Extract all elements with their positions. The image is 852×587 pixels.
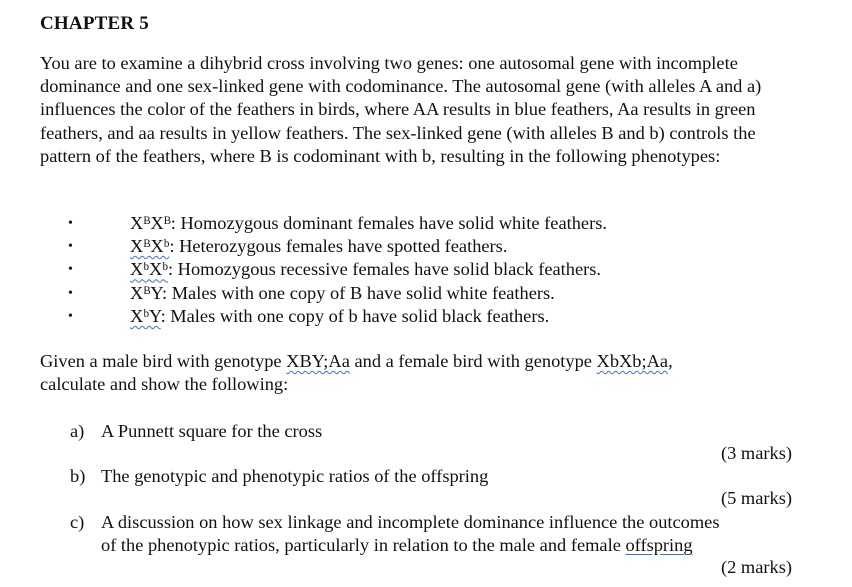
phenotype-description: : Males with one copy of B have solid white feathers. [162,282,555,303]
list-item [0,305,852,328]
marks-label: (3 marks) [721,443,792,463]
bullet-icon: • [68,262,73,278]
given-text: and a female bird with genotype [349,351,597,371]
question-text-line: of the phenotypic ratios, particularly in relation to the male and female [101,535,626,556]
question-text: The genotypic and phenotypic ratios of the offspring [101,466,489,486]
question-text: A Punnett square for the cross [101,421,323,441]
question-text-line: A discussion on how sex linkage and incomplete dominance influence the outcomes [101,512,720,532]
bullet-icon: • [68,285,73,301]
given-text: Given a male bird with genotype [40,351,287,371]
given-text: , [668,351,673,371]
phenotype-text [130,282,555,305]
phenotype-description: : Homozygous recessive females have solid black feathers. [167,259,602,280]
phenotype-list [0,212,852,328]
chapter-heading: CHAPTER 5 [40,13,149,34]
genotype-label: XᴮY [130,282,162,303]
phenotype-description: : Heterozygous females have spotted feathers. [169,236,508,257]
marks-label: (2 marks) [721,557,792,577]
bullet-icon: • [68,239,73,255]
phenotype-description: : Males with one copy of b have solid black feathers. [160,305,550,326]
given-text: calculate and show the following: [40,374,289,395]
phenotype-text [130,305,549,328]
underlined-word: offspring [625,535,693,556]
given-paragraph [40,350,820,396]
list-item [0,212,852,235]
genotype-label: XᵇXᵇ [130,259,168,280]
list-item [0,258,852,281]
bullet-icon: • [68,216,73,231]
genotype-label: XᵇY [130,305,161,326]
list-item [0,282,852,305]
phenotype-text [130,212,607,235]
bullet-icon: • [68,308,73,324]
genotype-label: XᴮXᴮ [130,213,171,233]
phenotype-text [130,235,507,258]
phenotype-description: : Homozygous dominant females have solid white feathers. [170,213,607,233]
question-text [101,511,791,557]
genotype-label: XᴮXᵇ [130,236,170,257]
phenotype-text [130,258,601,281]
question-label: a) [70,421,85,441]
intro-paragraph: You are to examine a dihybrid cross involving two genes: one autosomal gene with incomplete dominance and one sex-linked gene with codominance. The autosomal gene (with alleles A and a) influences the color of the feathers in birds, where AA results in blue feathers, Aa results in green feathers, and aa results in yellow feathers. The sex-linked gene (with alleles B and b) controls the pattern of the feathers, where B is codominant with b, resulting in the following phenotypes: [40,53,762,166]
list-item [0,235,852,258]
marks-label: (5 marks) [721,488,792,508]
female-genotype: XbXb;Aa [596,351,669,371]
male-genotype: XBY;Aa [286,351,350,371]
question-label: b) [70,466,86,486]
question-label: c) [70,512,85,532]
